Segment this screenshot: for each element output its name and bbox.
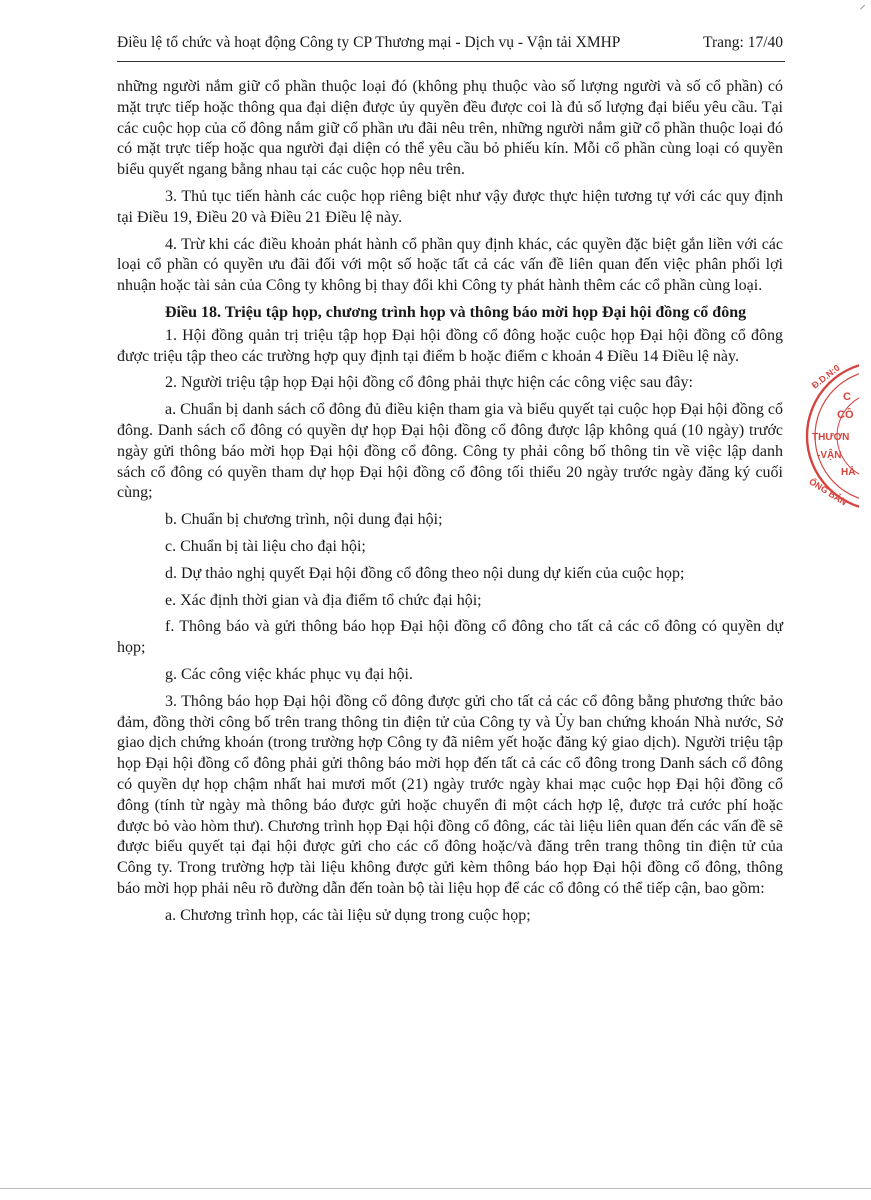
company-seal-stamp <box>803 358 859 514</box>
list-item-e: e. Xác định thời gian và địa điểm tổ chức đại hội; <box>165 591 482 609</box>
paragraph-clause-3: 3. Thủ tục tiến hành các cuộc họp riêng biệt như vậy được thực hiện tương tự với các quy định tại Điều 19, Điều 20 và Điều 21 Điều lệ này. <box>117 187 783 226</box>
page-header <box>117 32 783 54</box>
paragraph-article-18-clause-3: 3. Thông báo họp Đại hội đồng cổ đông được gửi cho tất cả các cổ đông bằng phương thức bảo đảm, đồng thời công bố trên trang thông tin điện tử của Công ty và Ủy ban chứng khoán Nhà nước, Sở giao dịch chứng khoán (trong trường hợp Công ty đã niêm yết hoặc đăng ký giao dịch). Người triệu tập họp Đại hội đồng cổ đông phải gửi thông báo mời họp đến tất cả các cổ đông trong Danh sách cổ đông có quyền dự họp chậm nhất hai mươi mốt (21) ngày trước ngày khai mạc cuộc họp Đại hội đồng cổ đông (tính từ ngày mà thông báo được gửi hoặc chuyển đi một cách hợp lệ, được trả cước phí hoặc được bỏ vào hòm thư). Chương trình họp Đại hội đồng cổ đông, các tài liệu liên quan đến các vấn đề sẽ được biểu quyết tại đại hội được gửi cho các cổ đông hoặc/và đăng trên trang thông tin điện tử của Công ty. Trong trường hợp tài liệu không được gửi kèm thông báo họp Đại hội đồng cổ đông, thông báo mời họp phải nêu rõ đường dẫn đến toàn bộ tài liệu họp để các cổ đông có thể tiếp cận, bao gồm: <box>117 692 783 897</box>
seal-text-4: THƯƠN <box>812 432 850 443</box>
list-item-d: d. Dự thảo nghị quyết Đại hội đồng cổ đông theo nội dung dự kiến của cuộc họp; <box>165 564 685 582</box>
header-title: Điều lệ tổ chức và hoạt động Công ty CP Thương mại - Dịch vụ - Vận tải XMHP <box>117 34 621 51</box>
seal-text-2: C <box>843 391 851 403</box>
page-number: Trang: 17/40 <box>703 34 783 51</box>
paragraph-continuation: những người nắm giữ cổ phần thuộc loại đó (không phụ thuộc vào số lượng người và số cổ phần) có mặt trực tiếp hoặc thông qua đại diện được ủy quyền đều được coi là đủ số lượng đại biểu yêu cầu. Tại các cuộc họp của cổ đông nắm giữ cổ phần ưu đãi nêu trên, những người nắm giữ cổ phần thuộc loại đó có mặt trực tiếp hoặc qua người đại diện có thể yêu cầu bỏ phiếu kín. Mỗi cổ phần cùng loại có quyền biểu quyết ngang bằng nhau tại các cuộc họp nêu trên. <box>117 78 783 179</box>
paragraph-clause-4: 4. Trừ khi các điều khoản phát hành cổ phần quy định khác, các quyền đặc biệt gắn liền với các loại cổ phần có quyền ưu đãi đối với một số hoặc tất cả các vấn đề liên quan đến việc phân phối lợi nhuận hoặc tài sản của Công ty không bị thay đổi khi Công ty phát hành thêm các cổ phần cùng loại. <box>117 235 783 295</box>
list-item-b: b. Chuẩn bị chương trình, nội dung đại hội; <box>165 511 443 529</box>
paragraph-article-18-clause-1: 1. Hội đồng quản trị triệu tập họp Đại hội đồng cổ đông hoặc cuộc họp Đại hội đồng cổ đông được triệu tập theo các trường hợp quy định tại điểm b hoặc điểm c khoản 4 Điều 14 Điều lệ này. <box>117 326 783 365</box>
seal-text-3: CÔ <box>837 409 854 421</box>
corner-scan-mark <box>856 0 865 9</box>
paragraph-article-18-clause-2: 2. Người triệu tập họp Đại hội đồng cổ đông phải thực hiện các công việc sau đây: <box>165 374 693 392</box>
list-item-a-agenda: a. Chương trình họp, các tài liệu sử dụng trong cuộc họp; <box>165 906 531 924</box>
seal-graphic <box>803 358 859 514</box>
list-item-g: g. Các công việc khác phục vụ đại hội. <box>165 665 413 683</box>
header-rule <box>117 61 785 62</box>
list-item-a: a. Chuẩn bị danh sách cổ đông đủ điều kiện tham gia và biểu quyết tại cuộc họp Đại hội đồng cổ đông. Danh sách cổ đông có quyền dự họp Đại hội đồng cổ đông được lập không quá (10 ngày) trước ngày gửi thông báo mời họp Đại hội đồng cổ đông. Công ty phải công bố thông tin về việc lập danh sách cổ đông có quyền tham dự họp Đại hội đồng cổ đông tối thiểu 20 ngày trước ngày đăng ký cuối cùng; <box>117 401 783 502</box>
article-18-heading: Điều 18. Triệu tập họp, chương trình họp và thông báo mời họp Đại hội đồng cổ đông <box>165 303 747 321</box>
bottom-edge-line <box>0 1188 871 1189</box>
list-item-f: f. Thông báo và gửi thông báo họp Đại hội đồng cổ đông cho tất cả các cổ đông có quyền dự họp; <box>117 618 783 657</box>
seal-text-6: HẢ <box>841 467 856 478</box>
seal-text-1: Đ.D.N:0 <box>809 362 842 391</box>
seal-text-5: -VẬN <box>817 450 842 461</box>
list-item-c: c. Chuẩn bị tài liệu cho đại hội; <box>165 537 366 555</box>
document-body <box>117 77 783 932</box>
seal-text-7: ỔNG BẢN <box>807 476 849 508</box>
